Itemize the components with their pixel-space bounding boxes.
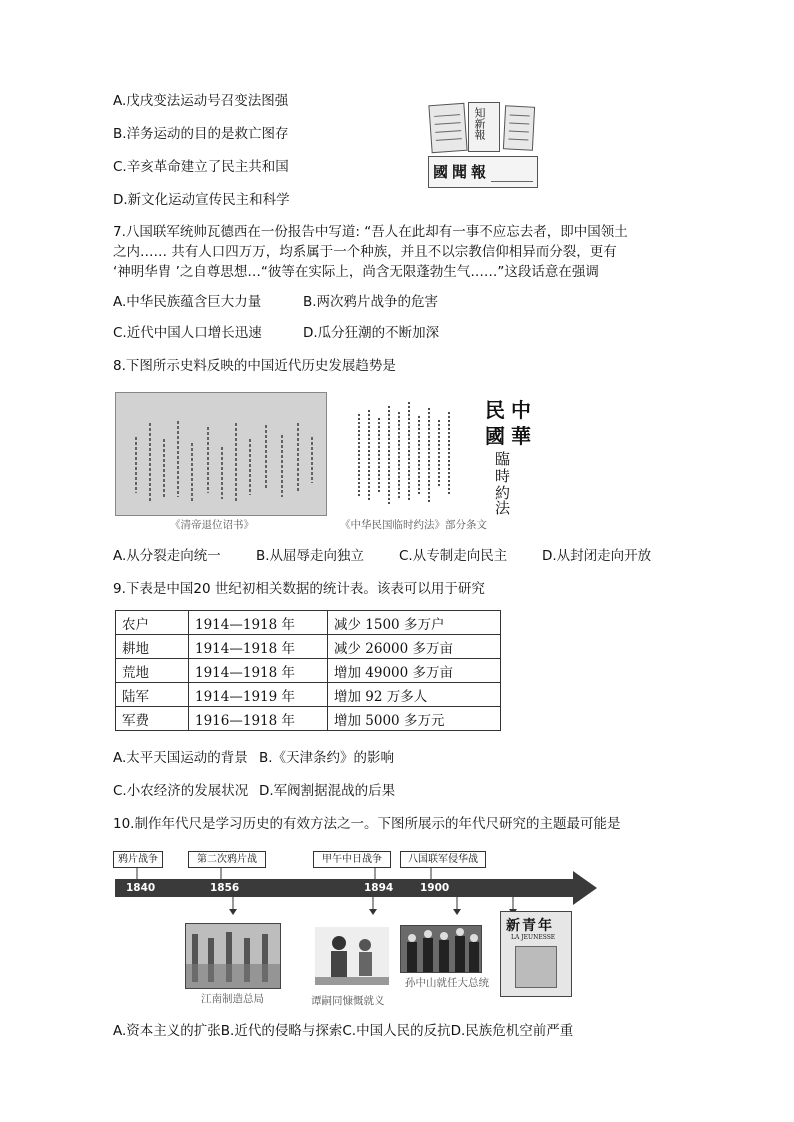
calligraphy-char-8: 法: [495, 499, 511, 517]
timeline-year-1856: 1856: [210, 882, 240, 894]
timeline-event-opium-war: 鸦片战争: [113, 851, 163, 868]
sun-yatsen-photo: [400, 925, 482, 973]
provisional-constitution-image: [345, 392, 535, 517]
new-youth-magazine: [500, 911, 572, 997]
q7-stem-line1: 7.八国联军统帅瓦德西在一份报告中写道: “吾人在此却有一事不应忘去者，即中国领土: [113, 224, 628, 240]
q6-option-b: B.洋务运动的目的是救亡图存: [113, 126, 289, 142]
timeline-year-1840: 1840: [126, 882, 156, 894]
calligraphy-char-2: 華: [511, 424, 531, 448]
q10-stem: 10.制作年代尺是学习历史的有效方法之一。下图所展示的年代尺研究的主题最可能是: [113, 816, 621, 832]
calligraphy-char-5: 臨: [495, 450, 511, 468]
q9-option-d: D.军阀割据混战的后果: [259, 783, 396, 799]
table-row: [116, 683, 501, 707]
q10-options-line: [113, 1021, 573, 1041]
caption-provisional-constitution: 《中华民国临时约法》部分条文: [340, 519, 487, 531]
table-cell-change: 减少 1500 多万户: [328, 611, 501, 635]
calligraphy-char-6: 時: [495, 467, 511, 485]
calligraphy-char-3: 民: [485, 398, 505, 422]
table-row: [116, 635, 501, 659]
magazine-subtitle: LA JEUNESSE: [511, 934, 556, 941]
timeline-event-sino-japanese-war: 甲午中日战争: [313, 851, 391, 868]
table-cell-change: 增加 49000 多万亩: [328, 659, 501, 683]
table-cell-item: 荒地: [116, 659, 189, 683]
timeline-figure: [113, 845, 603, 1015]
table-cell-change: 增加 92 万多人: [328, 683, 501, 707]
q6-option-a: A.戊戌变法运动号召变法图强: [113, 93, 289, 109]
q8-option-a: A.从分裂走向统一: [113, 548, 221, 564]
table-cell-item: 军费: [116, 707, 189, 731]
table-row: [116, 659, 501, 683]
paper-title-guowen: 國聞報: [433, 163, 491, 181]
table-cell-period: 1914—1919 年: [189, 683, 328, 707]
statistics-table: [115, 610, 501, 731]
paper-title-zhixin: 知新報: [473, 107, 486, 140]
q8-option-c: C.从专制走向民主: [399, 548, 508, 564]
q9-option-a: A.太平天国运动的背景: [113, 750, 248, 766]
table-cell-period: 1914—1918 年: [189, 659, 328, 683]
table-cell-item: 陆军: [116, 683, 189, 707]
q9-option-b: B.《天津条约》的影响: [259, 750, 395, 766]
timeline-event-second-opium-war: 第二次鸦片战: [188, 851, 266, 868]
q8-stem: 8.下图所示史料反映的中国近代历史发展趋势是: [113, 358, 396, 374]
table-cell-item: 耕地: [116, 635, 189, 659]
jiangnan-arsenal-photo: [185, 923, 281, 989]
table-cell-change: 减少 26000 多万亩: [328, 635, 501, 659]
q10-option-c: C.中国人民的反抗: [342, 1023, 451, 1039]
table-cell-period: 1916—1918 年: [189, 707, 328, 731]
timeline-event-eight-nation-alliance: 八国联军侵华战: [400, 851, 486, 868]
tan-sitong-image: [315, 927, 389, 985]
constitution-text-columns: [345, 392, 465, 514]
q8-option-b: B.从屈辱走向独立: [256, 548, 365, 564]
timeline-year-1900: 1900: [420, 882, 450, 894]
table-row: [116, 611, 501, 635]
magazine-title: 新青年: [506, 918, 554, 934]
q7-option-a: A.中华民族蕴含巨大力量: [113, 294, 262, 310]
q8-option-d: D.从封闭走向开放: [542, 548, 652, 564]
caption-abdication-edict: 《清帝退位诏书》: [170, 519, 254, 531]
q7-option-c: C.近代中国人口增长迅速: [113, 325, 262, 341]
table-row: [116, 707, 501, 731]
q10-option-d: D.民族危机空前严重: [450, 1023, 574, 1039]
abdication-edict-image: [115, 392, 327, 516]
table-cell-item: 农户: [116, 611, 189, 635]
table-cell-period: 1914—1918 年: [189, 635, 328, 659]
q6-option-c: C.辛亥革命建立了民主共和国: [113, 159, 289, 175]
newspapers-image: [428, 100, 536, 190]
table-cell-period: 1914—1918 年: [189, 611, 328, 635]
q7-option-b: B.两次鸦片战争的危害: [303, 294, 439, 310]
q7-stem-line2: 之内…… 共有人口四万万，均系属于一个种族，并且不以宗教信仰相异而分裂，更有: [113, 244, 617, 260]
q9-option-c: C.小农经济的发展状况: [113, 783, 249, 799]
q9-stem: 9.下表是中国20 世纪初相关数据的统计表。该表可以用于研究: [113, 581, 485, 597]
caption-sun-yatsen: 孙中山就任大总统: [405, 977, 489, 989]
q7-option-d: D.瓜分狂潮的不断加深: [303, 325, 440, 341]
calligraphy-char-4: 國: [485, 424, 505, 448]
q10-option-b: B.近代的侵略与探索: [220, 1023, 343, 1039]
edict-text-columns: [116, 393, 326, 515]
table-cell-change: 增加 5000 多万元: [328, 707, 501, 731]
caption-jiangnan-arsenal: 江南制造总局: [201, 993, 264, 1005]
timeline-year-1894: 1894: [364, 882, 394, 894]
caption-tan-sitong: 谭嗣同慷慨就义: [311, 995, 385, 1007]
calligraphy-char-7: 約: [495, 484, 511, 502]
q10-option-a: A.资本主义的扩张: [113, 1023, 221, 1039]
q7-stem-line3: ‘神明华胄 ’之自尊思想…“彼等在实际上，尚含无限蓬勃生气……”这段话意在强调: [113, 264, 599, 280]
calligraphy-char-1: 中: [511, 398, 531, 422]
q6-option-d: D.新文化运动宣传民主和科学: [113, 192, 290, 208]
